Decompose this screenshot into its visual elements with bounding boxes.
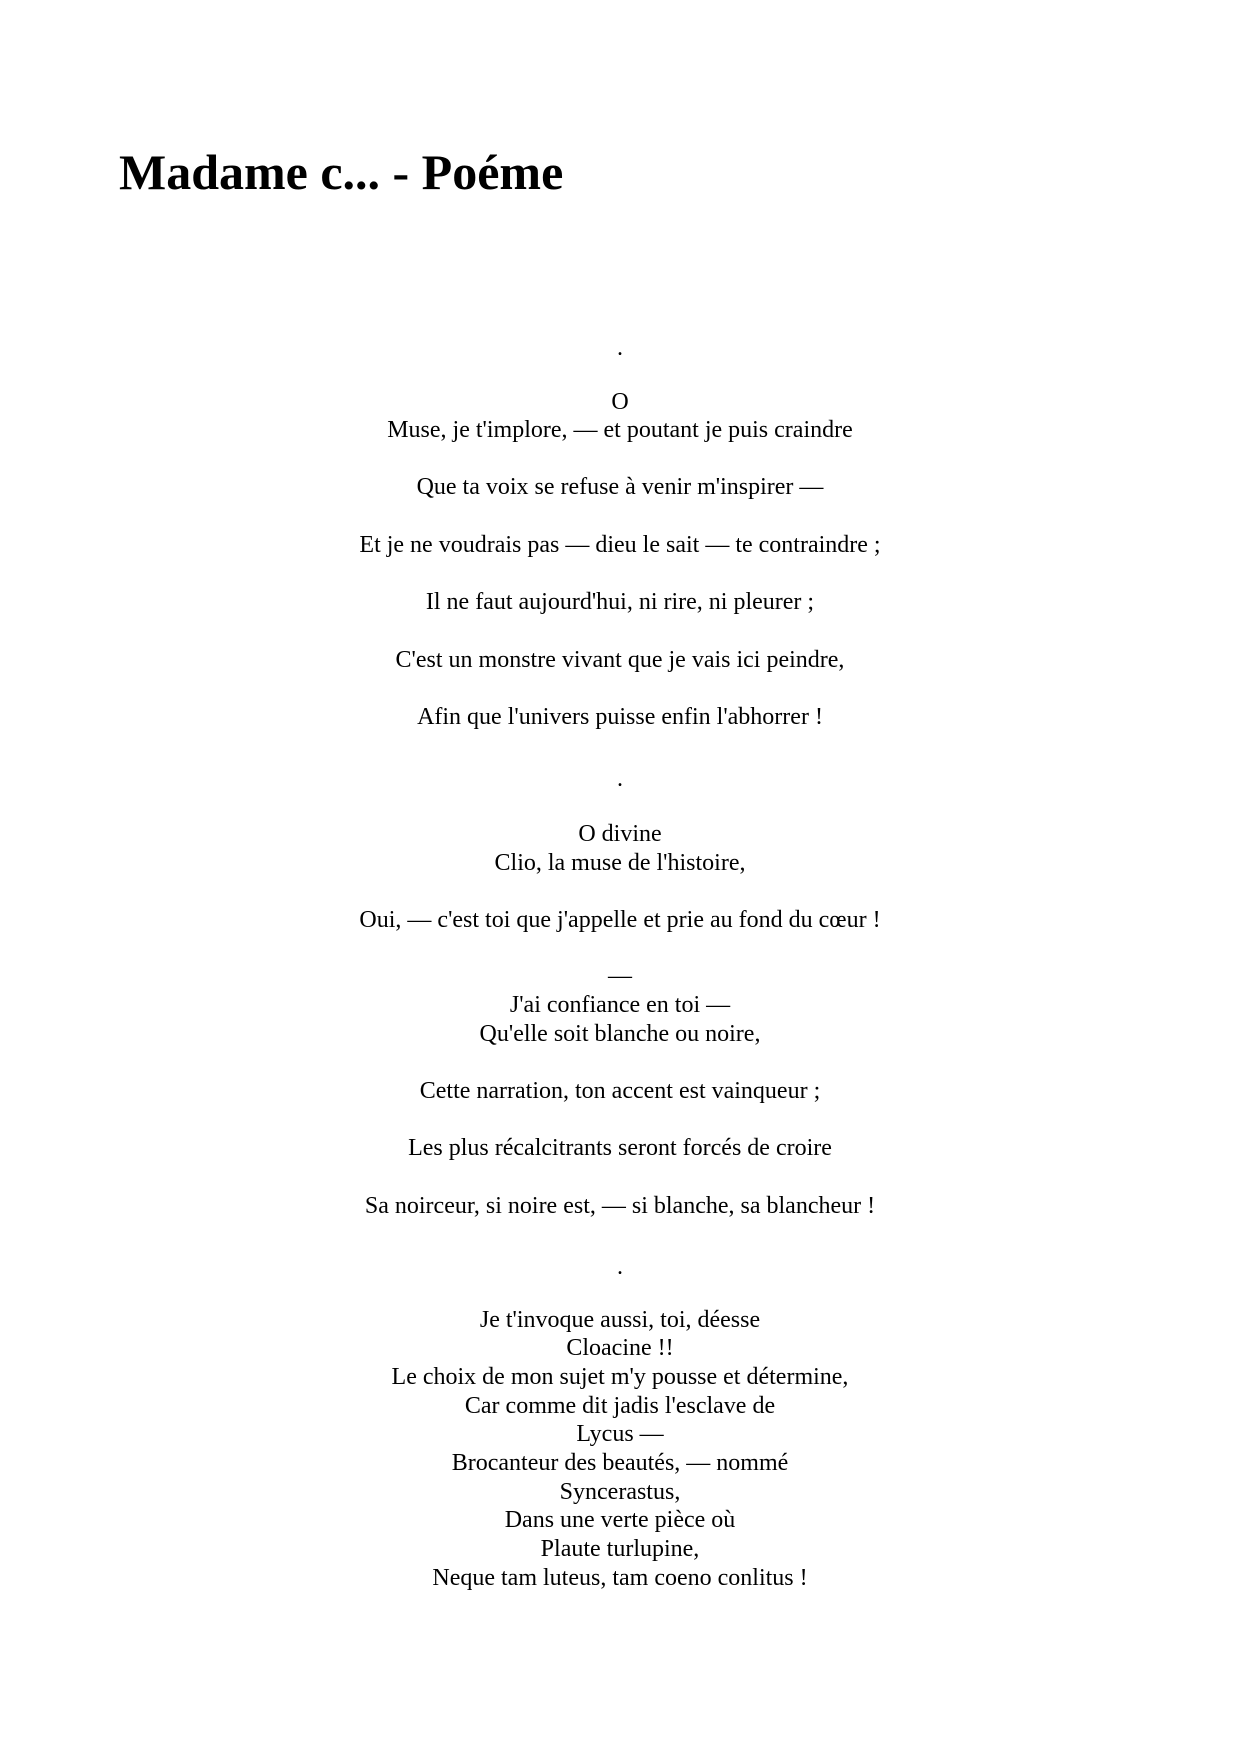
poem-line: Et je ne voudrais pas — dieu le sait — te contraindre ; [359,532,881,558]
poem-line: Que ta voix se refuse à venir m'inspirer — [416,474,824,500]
poem-line: . [617,766,623,792]
poem-line: Sa noirceur, si noire est, — si blanche, sa blancheur ! [364,1193,876,1219]
poem-line: Je t'invoque aussi, toi, déesse [479,1307,761,1333]
poem-line: . [617,1254,623,1280]
poem-line: J'ai confiance en toi — [509,992,731,1018]
poem-line: O [611,389,629,415]
page-title: Madame c... - Poéme [119,144,564,200]
poem-line: Les plus récalcitrants seront forcés de croire [408,1135,832,1161]
poem-line: Muse, je t'implore, — et poutant je puis craindre [387,417,853,443]
poem-line: Il ne faut aujourd'hui, ni rire, ni pleurer ; [425,589,815,615]
poem-line: Cloacine !! [566,1335,674,1361]
poem-line: Lycus — [576,1421,664,1447]
poem-line: Car comme dit jadis l'esclave de [464,1393,776,1419]
poem-line: Brocanteur des beautés, — nommé [451,1450,789,1476]
poem-line: . [617,335,623,361]
poem-line: Clio, la muse de l'histoire, [494,850,746,876]
poem-line: Plaute turlupine, [540,1536,700,1562]
poem-line: C'est un monstre vivant que je vais ici peindre, [395,647,845,673]
poem-line: Qu'elle soit blanche ou noire, [479,1021,761,1047]
poem-line: Neque tam luteus, tam coeno conlitus ! [432,1565,808,1591]
poem-line: Syncerastus, [559,1479,681,1505]
poem-line: Dans une verte pièce où [504,1507,736,1533]
poem-line: Le choix de mon sujet m'y pousse et détermine, [391,1364,849,1390]
poem-line: Afin que l'univers puisse enfin l'abhorrer ! [417,704,823,730]
poem-line: O divine [578,821,662,847]
poem-line: — [608,963,632,989]
poem-line: Cette narration, ton accent est vainqueur ; [419,1078,821,1104]
poem-line: Oui, — c'est toi que j'appelle et prie au fond du cœur ! [359,907,881,933]
